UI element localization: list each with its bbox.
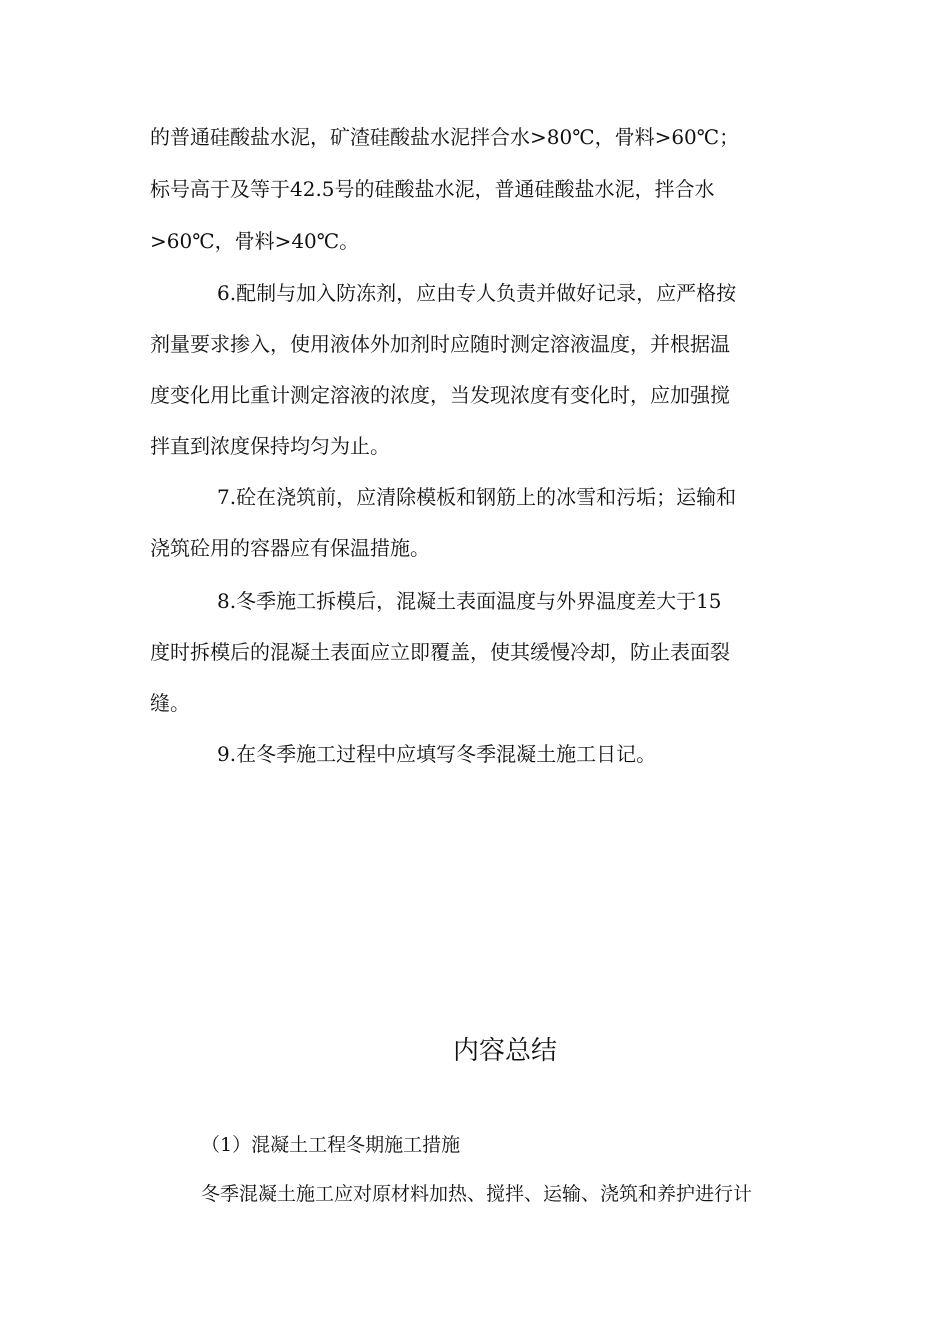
paragraph-line: 9.在冬季施工过程中应填写冬季混凝土施工日记。: [217, 742, 657, 766]
paragraph-line: 拌直到浓度保持均匀为止。: [150, 434, 390, 458]
paragraph-line: 6.配制与加入防冻剂，应由专人负责并做好记录，应严格按: [217, 281, 737, 305]
summary-heading: （1）混凝土工程冬期施工措施: [201, 1134, 461, 1156]
paragraph-line: 浇筑砼用的容器应有保温措施。: [150, 536, 430, 560]
paragraph-line: >60℃，骨料>40℃。: [150, 229, 360, 253]
paragraph-line: 剂量要求掺入，使用液体外加剂时应随时测定溶液温度，并根据温: [150, 332, 730, 356]
summary-title: 内容总结: [452, 1036, 557, 1066]
paragraph-line: 度时拆模后的混凝土表面应立即覆盖，使其缓慢冷却，防止表面裂: [150, 640, 730, 664]
paragraph-line: 7.砼在浇筑前，应清除模板和钢筋上的冰雪和污垢；运输和: [217, 485, 737, 509]
paragraph-line: 缝。: [150, 691, 190, 715]
paragraph-line: 标号高于及等于42.5号的硅酸盐水泥，普通硅酸盐水泥，拌合水: [150, 177, 715, 201]
paragraph-line: 8.冬季施工拆模后，混凝土表面温度与外界温度差大于15: [217, 589, 722, 613]
paragraph-line: 度变化用比重计测定溶液的浓度，当发现浓度有变化时，应加强搅: [150, 383, 730, 407]
paragraph-line: 的普通硅酸盐水泥，矿渣硅酸盐水泥拌合水>80℃，骨料>60℃；: [150, 125, 740, 149]
summary-text: 冬季混凝土施工应对原材料加热、搅拌、运输、浇筑和养护进行计: [201, 1183, 753, 1205]
